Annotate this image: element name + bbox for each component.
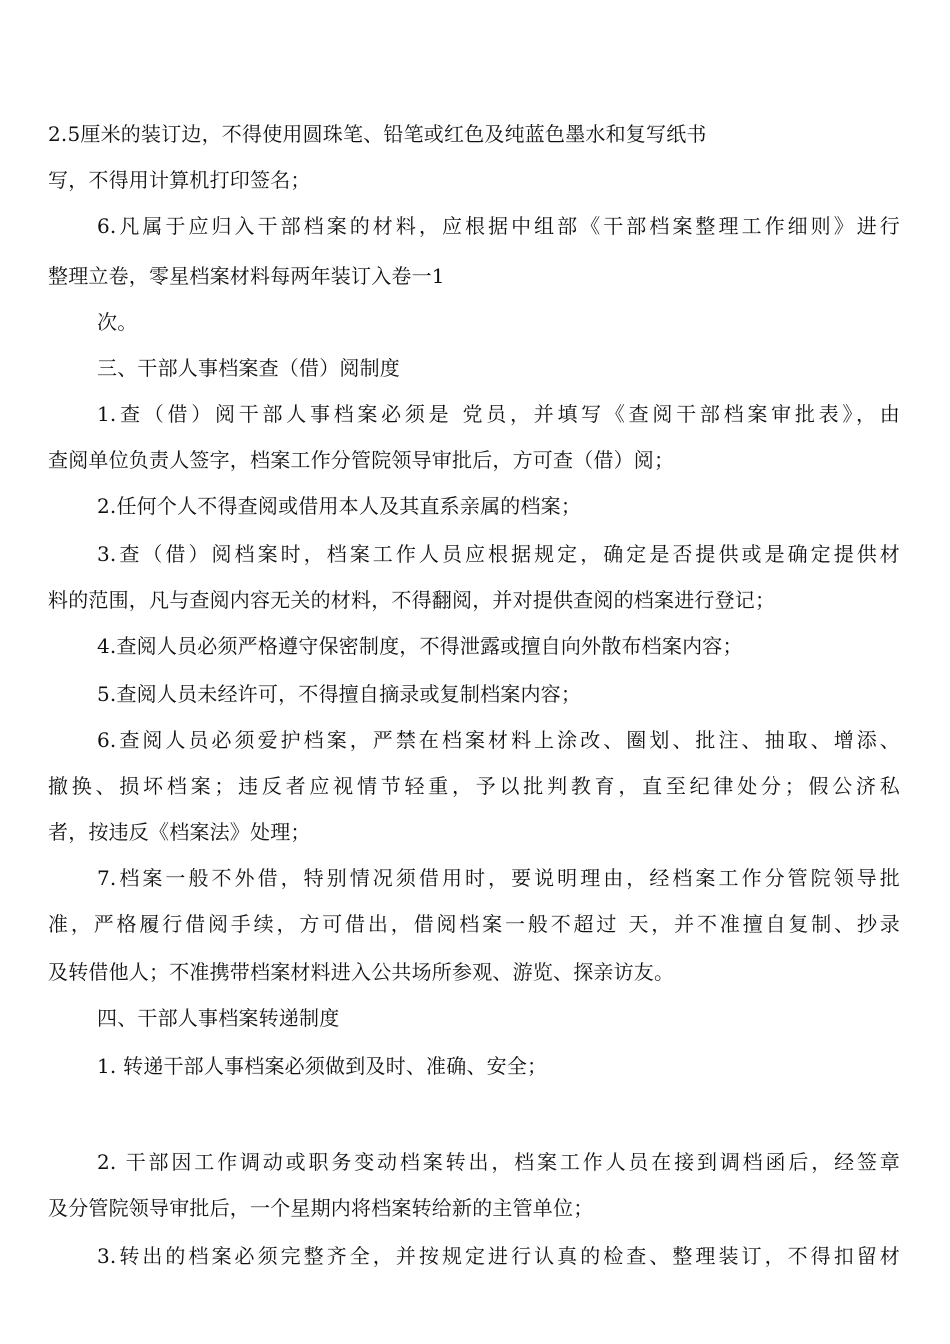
text-line: 2.5厘米的装订边，不得使用圆珠笔、铅笔或红色及纯蓝色墨水和复写纸书 [48,122,707,146]
text-line: 次。 [97,310,138,334]
text-line: 5.查阅人员未经许可，不得擅自摘录或复制档案内容； [97,682,582,706]
text-line: 料的范围，凡与查阅内容无关的材料，不得翻阅，并对提供查阅的档案进行登记； [48,588,776,612]
text-line: 及转借他人；不准携带档案材料进入公共场所参观、游览、探亲访友。 [48,960,675,984]
text-line: 准，严格履行借阅手续，方可借出，借阅档案一般不超过 天，并不准擅自复制、抄录 [48,912,900,936]
text-line: 整理立卷，零星档案材料每两年装订入卷一1 [48,264,445,288]
text-line: 2.任何个人不得查阅或借用本人及其直系亲属的档案； [97,494,582,518]
text-line: 查阅单位负责人签字，档案工作分管院领导审批后，方可查（借）阅； [48,448,675,472]
text-line: 者，按违反《档案法》处理； [48,820,311,844]
section-heading: 四、干部人事档案转递制度 [97,1006,340,1030]
text-line: 4.查阅人员必须严格遵守保密制度，不得泄露或擅自向外散布档案内容； [97,634,743,658]
text-line: 6.凡属于应归入干部档案的材料，应根据中组部《干部档案整理工作细则》进行 [97,214,900,238]
text-line: 7.档案一般不外借，特别情况须借用时，要说明理由，经档案工作分管院领导批 [97,866,900,890]
text-line: 1.查（借）阅干部人事档案必须是 党员，并填写《查阅干部档案审批表》，由 [97,402,900,426]
text-line: 6.查阅人员必须爱护档案，严禁在档案材料上涂改、圈划、批注、抽取、增添、 [97,728,900,752]
text-line: 及分管院领导审批后，一个星期内将档案转给新的主管单位； [48,1196,594,1220]
text-line: 1. 转递干部人事档案必须做到及时、准确、安全； [97,1054,548,1078]
section-heading: 三、干部人事档案查（借）阅制度 [97,356,400,380]
text-line: 3.查（借）阅档案时，档案工作人员应根据规定，确定是否提供或是确定提供材 [97,542,900,566]
text-line: 写，不得用计算机打印签名； [48,168,311,192]
text-line: 2. 干部因工作调动或职务变动档案转出，档案工作人员在接到调档函后，经签章 [97,1150,900,1174]
text-line: 撤换、损坏档案；违反者应视情节轻重，予以批判教育，直至纪律处分；假公济私 [48,774,900,798]
text-line: 3.转出的档案必须完整齐全，并按规定进行认真的检查、整理装订，不得扣留材 [97,1244,900,1268]
